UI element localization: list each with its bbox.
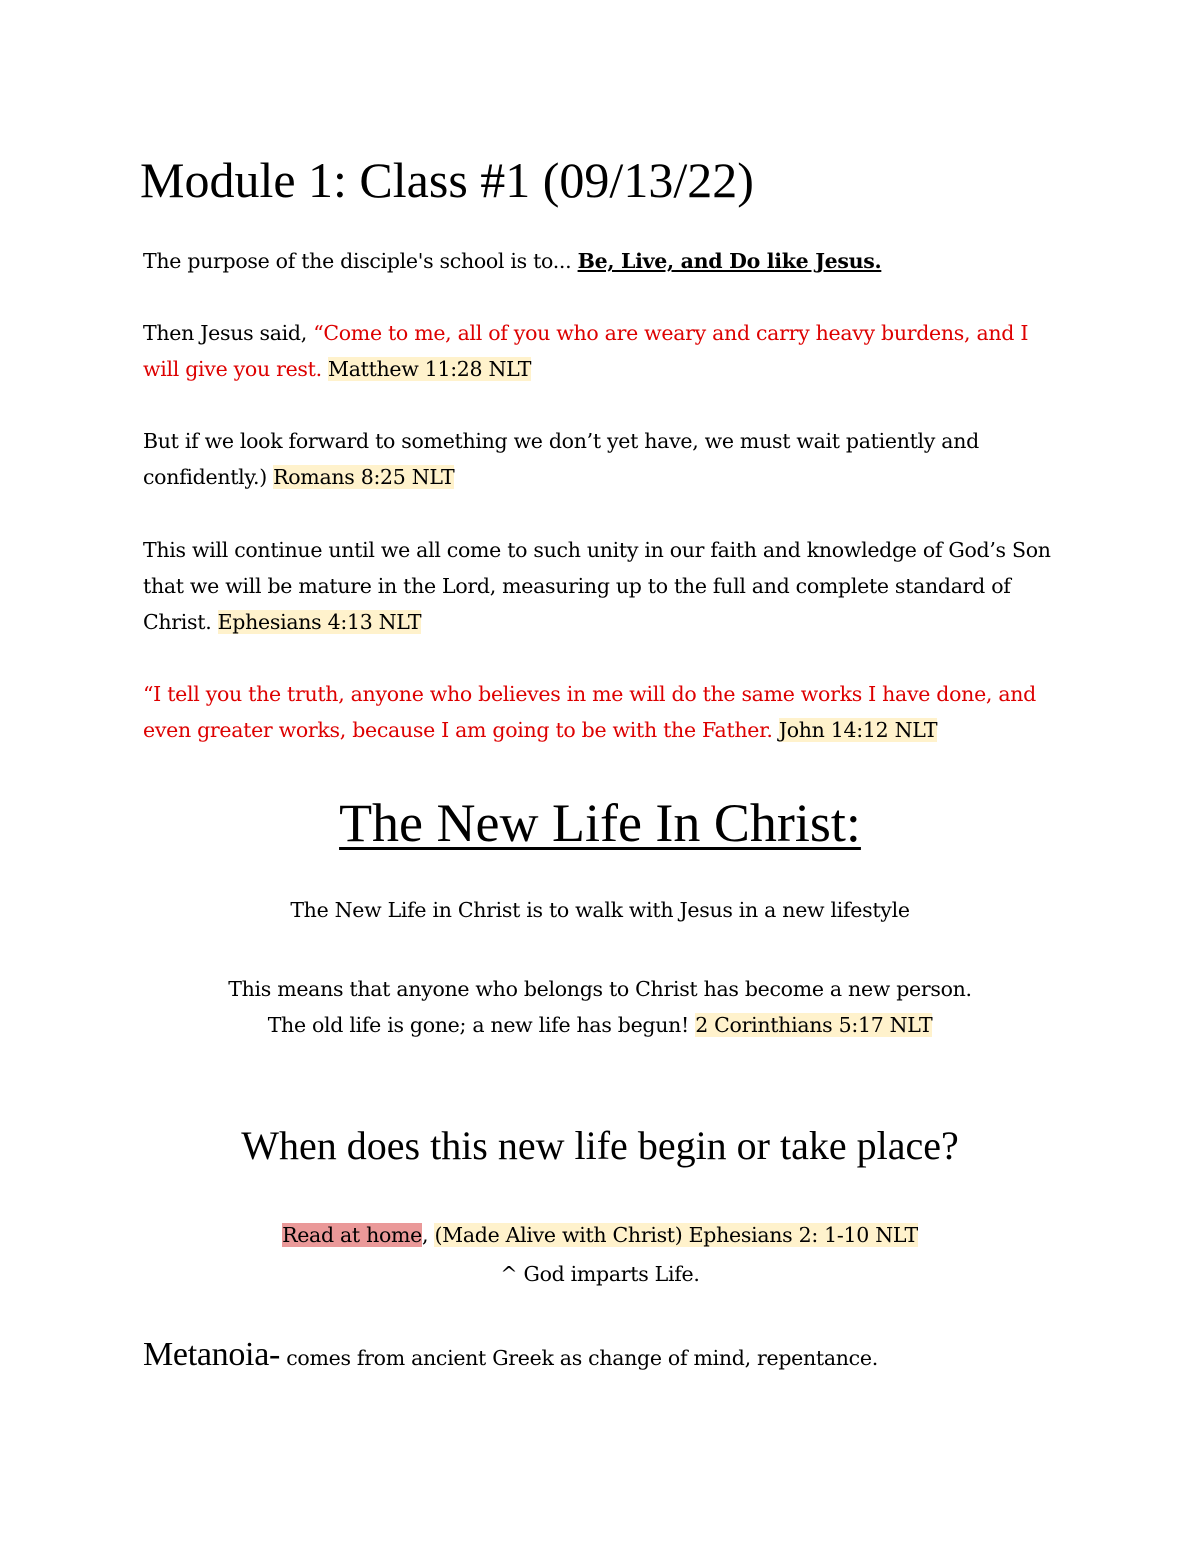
purpose-text: The purpose of the disciple's school is to... bbox=[143, 249, 578, 273]
metanoia-definition: comes from ancient Greek as change of mind, repentance. bbox=[286, 1346, 878, 1370]
matthew-lead: Then Jesus said, bbox=[143, 321, 314, 345]
new-life-intro: The New Life in Christ is to walk with Jesus in a new lifestyle bbox=[290, 898, 910, 922]
matthew-reference: Matthew 11:28 NLT bbox=[328, 357, 532, 381]
ephesians-reference: Ephesians 4:13 NLT bbox=[217, 610, 422, 634]
corinthians-line-2 bbox=[0, 1007, 1200, 1043]
matthew-paragraph bbox=[143, 315, 1063, 387]
read-at-home-comma: , bbox=[422, 1223, 429, 1247]
corinthians-text: The old life is gone; a new life has begun! bbox=[267, 1013, 689, 1037]
metanoia-paragraph bbox=[143, 1330, 1063, 1383]
imparts-life-note: ^ God imparts Life. bbox=[500, 1262, 700, 1286]
metanoia-term: Metanoia- bbox=[143, 1336, 281, 1373]
john-paragraph bbox=[143, 676, 1063, 748]
purpose-paragraph bbox=[143, 243, 1063, 279]
new-life-heading: The New Life In Christ: bbox=[339, 793, 861, 853]
when-heading: When does this new life begin or take place? bbox=[241, 1123, 959, 1168]
john-quote: “I tell you the truth, anyone who believes in me will do the same works I have done, and even greater works, because I am going to be with the Father. bbox=[143, 682, 1036, 742]
corinthians-reference: 2 Corinthians 5:17 NLT bbox=[695, 1013, 933, 1037]
matthew-quote: “Come to me, all of you who are weary and carry heavy burdens, and I will give you rest. bbox=[143, 321, 1029, 381]
romans-reference: Romans 8:25 NLT bbox=[273, 465, 455, 489]
romans-text: But if we look forward to something we don’t yet have, we must wait patiently and confidently.) bbox=[143, 429, 979, 489]
read-at-home-label: Read at home bbox=[282, 1223, 422, 1247]
john-reference: John 14:12 NLT bbox=[778, 718, 938, 742]
page-title: Module 1: Class #1 (09/13/22) bbox=[140, 152, 754, 208]
purpose-emphasis: Be, Live, and Do like Jesus. bbox=[577, 249, 882, 273]
corinthians-line-1: This means that anyone who belongs to Christ has become a new person. bbox=[228, 977, 972, 1001]
read-at-home-line bbox=[0, 1217, 1200, 1253]
romans-paragraph bbox=[143, 423, 1063, 495]
ephesians-paragraph bbox=[143, 532, 1063, 640]
ephesians-text: This will continue until we all come to such unity in our faith and knowledge of God’s Son that we will be mature in the Lord, measuring up to the full and complete standard of Christ. bbox=[143, 538, 1051, 634]
ephesians-2-reference: (Made Alive with Christ) Ephesians 2: 1-10 NLT bbox=[434, 1223, 918, 1247]
